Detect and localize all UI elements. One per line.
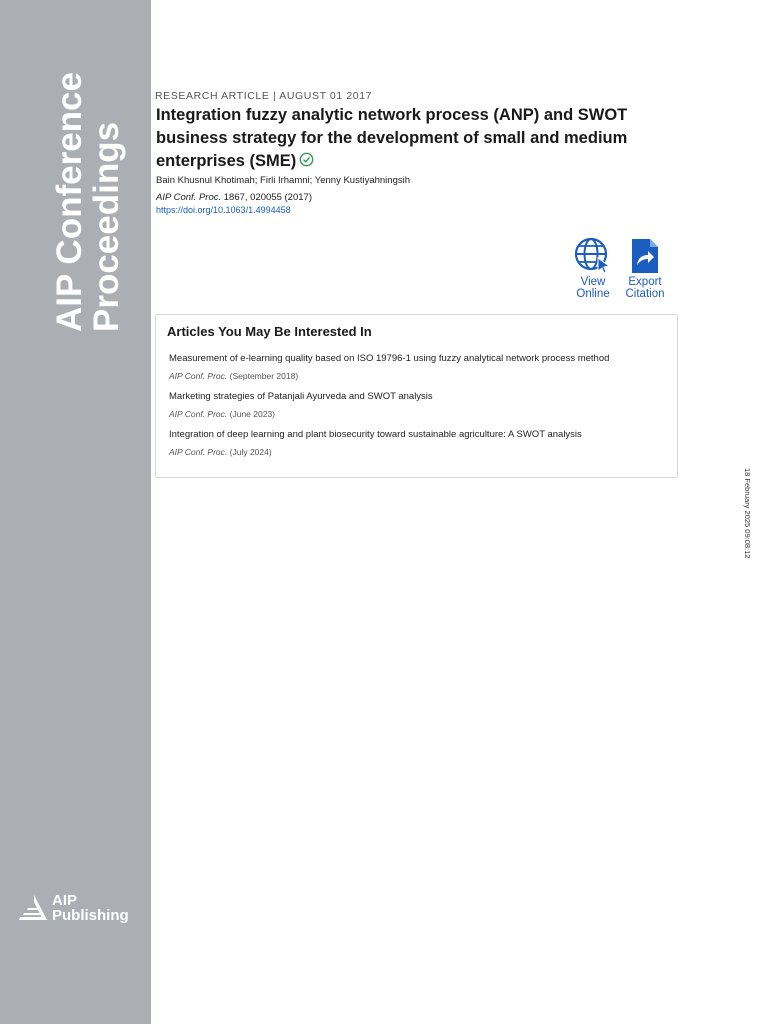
export-citation-label-line2: Citation: [625, 288, 665, 300]
related-article-title[interactable]: Integration of deep learning and plant biosecurity toward sustainable agriculture: A SWOT analysis: [169, 429, 582, 440]
journal-title-line2: Proceedings: [87, 121, 126, 332]
journal-title-line1: AIP Conference: [50, 72, 89, 332]
related-article-journal: AIP Conf. Proc.: [169, 371, 228, 381]
related-articles-box: [155, 314, 678, 478]
checkmark-circle-icon: [299, 152, 314, 167]
download-timestamp: 18 February 2025 09:08:12: [743, 468, 752, 559]
export-document-icon: [630, 238, 660, 274]
related-article-source: [169, 371, 609, 381]
article-title-block: [156, 104, 686, 173]
article-type: RESEARCH ARTICLE: [155, 90, 270, 102]
related-article-journal: AIP Conf. Proc.: [169, 409, 228, 419]
meta-separator: |: [272, 90, 277, 102]
related-article-source: [169, 409, 433, 419]
related-article-2[interactable]: [169, 391, 433, 419]
related-article-journal: AIP Conf. Proc.: [169, 447, 228, 457]
article-date: AUGUST 01 2017: [279, 90, 373, 102]
globe-icon: [573, 238, 613, 274]
related-article-title[interactable]: Measurement of e-learning quality based on ISO 19796-1 using fuzzy analytical network process method: [169, 353, 610, 364]
related-articles-heading: Articles You May Be Interested In: [167, 324, 372, 339]
related-article-date: (June 2023): [229, 409, 276, 419]
related-article-1[interactable]: [169, 353, 609, 381]
journal-sidebar: [0, 0, 151, 1024]
doi-link[interactable]: https://doi.org/10.1063/1.4994458: [156, 205, 291, 215]
journal-title: [51, 52, 125, 332]
article-title: Integration fuzzy analytic network process (ANP) and SWOT business strategy for the development of small and medium enterprises (SME): [156, 106, 628, 170]
related-article-date: (July 2024): [229, 447, 272, 457]
citation-details: 1867, 020055 (2017): [223, 192, 312, 203]
related-article-date: (September 2018): [229, 371, 299, 381]
publisher-name-line2: Publishing: [52, 907, 129, 924]
citation-journal: AIP Conf. Proc.: [156, 192, 222, 203]
aip-publishing-logo-icon: [18, 893, 48, 923]
view-online-label-line2: Online: [576, 288, 610, 300]
related-article-title[interactable]: Marketing strategies of Patanjali Ayurveda and SWOT analysis: [169, 391, 433, 402]
related-article-3[interactable]: [169, 429, 582, 457]
article-citation: [156, 192, 312, 203]
view-online-button[interactable]: [570, 238, 616, 300]
publisher-name-line1: AIP: [52, 892, 78, 909]
related-article-source: [169, 447, 582, 457]
export-citation-label-line1: Export: [628, 276, 662, 288]
export-citation-button[interactable]: [622, 238, 668, 300]
article-meta: [155, 90, 372, 102]
publisher-name: [52, 893, 129, 923]
publisher-logo: [18, 893, 129, 923]
view-online-label-line1: View: [580, 276, 606, 288]
article-authors: Bain Khusnul Khotimah; Firli Irhamni; Yenny Kustiyahningsih: [156, 175, 411, 186]
